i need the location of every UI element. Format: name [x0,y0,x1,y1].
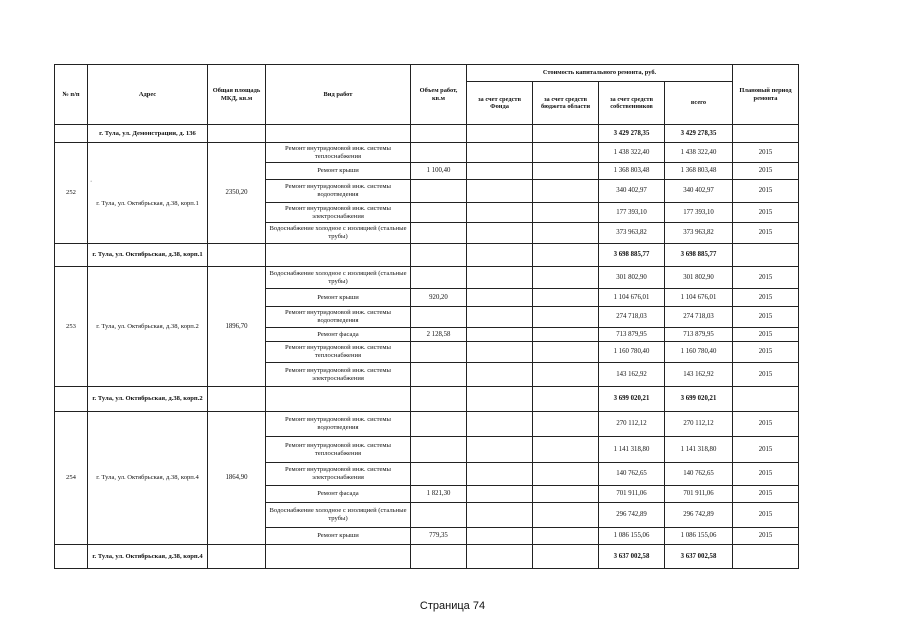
volume [411,463,467,486]
volume [411,267,467,289]
total-cost: 373 963,82 [665,223,733,244]
subtotal-row [55,387,799,412]
table-cell [467,244,533,267]
volume [411,143,467,163]
volume [411,180,467,203]
total-cost: 274 718,03 [665,307,733,328]
own-cost: 1 141 318,80 [599,437,665,463]
area-cell: 1864,90 [208,412,266,545]
own-cost: 143 162,92 [599,363,665,387]
subtotal-own: 3 699 020,21 [599,387,665,412]
row-number: 252 [55,143,88,244]
total-cost: 1 368 803,48 [665,163,733,180]
period: 2015 [733,180,799,203]
fund-cell [467,307,533,328]
total-cost: 1 160 780,40 [665,342,733,363]
work-type: Ремонт внутридомовой инж. системы водоотведения [266,307,411,328]
period: 2015 [733,342,799,363]
own-cost: 373 963,82 [599,223,665,244]
own-cost: 1 438 322,40 [599,143,665,163]
work-type: Ремонт внутридомовой инж. системы электроснабжения [266,203,411,223]
fund-cell [467,289,533,307]
table-cell [55,244,88,267]
subtotal-total: 3 699 020,21 [665,387,733,412]
own-cost: 1 368 803,48 [599,163,665,180]
period: 2015 [733,503,799,528]
work-type: Ремонт внутридомовой инж. системы теплоснабжения [266,342,411,363]
fund-cell [467,463,533,486]
region-cell [533,328,599,342]
table-cell [55,387,88,412]
header-period: Плановый период ремонта [733,65,799,125]
table-cell [55,125,88,143]
table-cell [55,545,88,569]
volume [411,203,467,223]
area-cell: 1896,70 [208,267,266,387]
own-cost: 301 802,90 [599,267,665,289]
total-cost: 270 112,12 [665,412,733,437]
period: 2015 [733,163,799,180]
own-cost: 270 112,12 [599,412,665,437]
subtotal-own: 3 698 885,77 [599,244,665,267]
page-number: Страница 74 [419,600,486,612]
total-cost: 1 438 322,40 [665,143,733,163]
subtotal-row [55,545,799,569]
total-cost: 296 742,89 [665,503,733,528]
region-cell [533,463,599,486]
region-cell [533,486,599,503]
volume: 1 821,30 [411,486,467,503]
work-type: Водоснабжение холодное с изоляцией (стальные трубы) [266,223,411,244]
own-cost: 274 718,03 [599,307,665,328]
own-cost: 140 762,65 [599,463,665,486]
table-row [55,267,799,289]
period: 2015 [733,463,799,486]
total-address: г. Тула, ул. Демонстрации, д. 136 [88,125,208,143]
fund-cell [467,342,533,363]
own-cost: 701 911,06 [599,486,665,503]
volume: 1 100,40 [411,163,467,180]
table-cell [266,387,411,412]
table-cell [533,387,599,412]
total-cost: 713 879,95 [665,328,733,342]
table-cell [733,244,799,267]
period: 2015 [733,289,799,307]
table-cell [266,125,411,143]
table-cell [467,125,533,143]
volume [411,307,467,328]
header-work-type: Вид работ [266,65,411,125]
work-type: Ремонт внутридомовой инж. системы водоотведения [266,180,411,203]
header-fund: за счет средств Фонда [467,82,533,125]
area-cell: 2350,20 [208,143,266,244]
fund-cell [467,503,533,528]
fund-cell [467,437,533,463]
own-cost: 177 393,10 [599,203,665,223]
own-cost: 340 402,97 [599,180,665,203]
work-type: Ремонт внутридомовой инж. системы электроснабжения [266,463,411,486]
period: 2015 [733,528,799,545]
table-cell [533,125,599,143]
work-type: Ремонт внутридомовой инж. системы теплоснабжения [266,143,411,163]
row-number: 254 [55,412,88,545]
region-cell [533,203,599,223]
total-cost: 1 141 318,80 [665,437,733,463]
header-total: всего [665,82,733,125]
region-cell [533,412,599,437]
fund-cell [467,412,533,437]
table-cell [208,387,266,412]
own-cost: 713 879,95 [599,328,665,342]
period: 2015 [733,203,799,223]
region-cell [533,180,599,203]
volume [411,223,467,244]
subtotal-total: 3 637 002,58 [665,545,733,569]
total-cost: 1 086 155,06 [665,528,733,545]
subtotal-address: г. Тула, ул. Октябрьская, д.38, корп.2 [88,387,208,412]
region-cell [533,528,599,545]
header-area: Общая площадь МКД, кв.м [208,65,266,125]
region-cell [533,223,599,244]
header-region: за счет средств бюджета области [533,82,599,125]
fund-cell [467,203,533,223]
volume [411,437,467,463]
total-cost: 301 802,90 [665,267,733,289]
subtotal-address: г. Тула, ул. Октябрьская, д.38, корп.4 [88,545,208,569]
period: 2015 [733,267,799,289]
work-type: Водоснабжение холодное с изоляцией (стальные трубы) [266,267,411,289]
table-cell [467,387,533,412]
work-type: Ремонт фасада [266,328,411,342]
table-cell [208,545,266,569]
fund-cell [467,528,533,545]
subtotal-total: 3 698 885,77 [665,244,733,267]
period: 2015 [733,412,799,437]
work-type: Водоснабжение холодное с изоляцией (стальные трубы) [266,503,411,528]
own-cost: 1 104 676,01 [599,289,665,307]
work-type: Ремонт внутридомовой инж. системы теплоснабжения [266,437,411,463]
fund-cell [467,267,533,289]
volume [411,342,467,363]
fund-cell [467,363,533,387]
table-cell [411,125,467,143]
work-type: Ремонт крыши [266,163,411,180]
repair-cost-table [54,64,799,569]
row-number: 253 [55,267,88,387]
region-cell [533,503,599,528]
subtotal-own: 3 637 002,58 [599,545,665,569]
header-volume: Объем работ, кв.м [411,65,467,125]
period: 2015 [733,363,799,387]
subtotal-row [55,244,799,267]
work-type: Ремонт крыши [266,289,411,307]
address-cell: · г. Тула, ул. Октябрьская, д.38, корп.1 [88,143,208,244]
region-cell [533,363,599,387]
region-cell [533,289,599,307]
period: 2015 [733,486,799,503]
period: 2015 [733,437,799,463]
table-cell [266,545,411,569]
address-cell: г. Тула, ул. Октябрьская, д.38, корп.4 [88,412,208,545]
own-cost: 296 742,89 [599,503,665,528]
total-cost: 1 104 676,01 [665,289,733,307]
region-cell [533,307,599,328]
work-type: Ремонт крыши [266,528,411,545]
volume [411,503,467,528]
work-type: Ремонт фасада [266,486,411,503]
region-cell [533,342,599,363]
table-cell [533,545,599,569]
total-own: 3 429 278,35 [599,125,665,143]
volume: 779,35 [411,528,467,545]
table-cell [467,545,533,569]
period: 2015 [733,143,799,163]
total-sum: 3 429 278,35 [665,125,733,143]
region-cell [533,267,599,289]
period: 2015 [733,307,799,328]
header-no: № п/п [55,65,88,125]
fund-cell [467,180,533,203]
own-cost: 1 160 780,40 [599,342,665,363]
region-cell [533,143,599,163]
table-row [55,412,799,437]
header-cost-group: Стоимость капитального ремонта, руб. [467,65,733,82]
fund-cell [467,143,533,163]
subtotal-address: г. Тула, ул. Октябрьская, д.38, корп.1 [88,244,208,267]
table-cell [733,387,799,412]
fund-cell [467,486,533,503]
table-cell [411,244,467,267]
region-cell [533,437,599,463]
fund-cell [467,223,533,244]
table-cell [733,545,799,569]
dot-mark: · [90,178,93,186]
work-type: Ремонт внутридомовой инж. системы водоотведения [266,412,411,437]
total-row [55,125,799,143]
total-cost: 177 393,10 [665,203,733,223]
total-cost: 701 911,06 [665,486,733,503]
table-cell [411,545,467,569]
period: 2015 [733,328,799,342]
work-type: Ремонт внутридомовой инж. системы электроснабжения [266,363,411,387]
fund-cell [467,328,533,342]
volume [411,363,467,387]
own-cost: 1 086 155,06 [599,528,665,545]
volume: 2 128,58 [411,328,467,342]
total-cost: 143 162,92 [665,363,733,387]
table-cell [733,125,799,143]
table-cell [208,125,266,143]
total-cost: 340 402,97 [665,180,733,203]
table-row [55,143,799,163]
volume: 920,20 [411,289,467,307]
table-cell [533,244,599,267]
header-own: за счет средств собственников [599,82,665,125]
volume [411,412,467,437]
table-cell [266,244,411,267]
fund-cell [467,163,533,180]
total-cost: 140 762,65 [665,463,733,486]
table-cell [411,387,467,412]
region-cell [533,163,599,180]
period: 2015 [733,223,799,244]
header-address: Адрес [88,65,208,125]
table-cell [208,244,266,267]
address-cell: г. Тула, ул. Октябрьская, д.38, корп.2 [88,267,208,387]
